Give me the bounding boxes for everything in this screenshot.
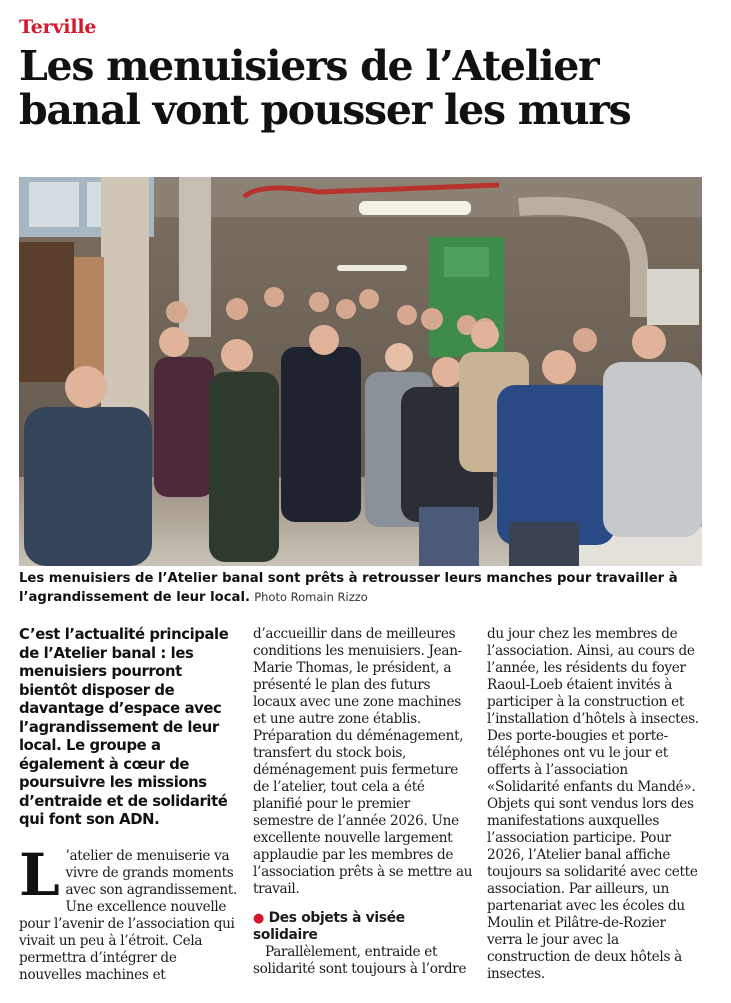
photo-caption [19, 570, 719, 607]
article-photo [19, 177, 702, 566]
caption-credit: Photo Romain Rizzo [254, 590, 368, 604]
drop-cap: L [19, 840, 60, 909]
workshop-group-photo [19, 177, 702, 566]
article-body-start [19, 840, 239, 984]
body-paragraph-2: d’accueillir dans de meilleures conditions les menuisiers. Jean-Marie Thomas, le président, a présenté le plan des futurs locaux avec une zone machines et une autre zone établis. Préparation du déménagement, transfert du stock bois, déménagement puis fermeture de l’atelier, tout cela a été planifié pour le premier semestre de l’année 2026. Une excellente nouvelle largement applaudie par les membres de l’association prêts à se mettre au travail. [253, 626, 473, 897]
article-column-3 [487, 626, 703, 983]
bullet-icon: ● [253, 911, 265, 926]
article-lead: C’est l’actualité principale de l’Atelier banal : les menuisiers pourront bientôt disposer de davantage d’espace avec l’agrandissement de leur local. Le groupe a également à cœur de poursuivre les missions d’entraide et de solidarité qui font son ADN. [19, 626, 229, 828]
article-headline: Les menuisiers de l’Atelier banal vont pousser les murs [19, 42, 631, 134]
body-paragraph-1: ’atelier de menuiserie va vivre de grands moments avec son agrandissement. Une excellence nouvelle pour l’avenir de l’association qui vivait un peu à l’étroit. Cela permettra d’intégrer de nouvelles machines et [19, 847, 237, 983]
article-column-1 [19, 626, 239, 984]
subhead-text: Des objets à visée solidaire [253, 910, 405, 943]
body-paragraph-4: du jour chez les membres de l’association. Ainsi, au cours de l’année, les résidents du foyer Raoul-Loeb étaient invités à participer à la construction et l’installation d’hôtels à insectes. Des porte-bougies et porte-téléphones ont vu le jour et offerts à l’association «Solidarité enfants du Mandé». Objets qui sont vendus lors des manifestations auxquelles l’association participe. Pour 2026, l’Atelier banal affiche toujours sa solidarité avec cette association. Par ailleurs, un partenariat avec les écoles du Moulin et Pilâtre-de-Rozier verra le jour avec la construction de deux hôtels à insectes. [487, 626, 699, 982]
section-kicker: Terville [19, 16, 97, 38]
article-subhead [253, 910, 473, 944]
caption-text: Les menuisiers de l’Atelier banal sont prêts à retrousser leurs manches pour travailler à l’agrandissement de leur local. [19, 571, 678, 605]
article-column-2 [253, 626, 473, 978]
body-paragraph-3: Parallèlement, entraide et solidarité sont toujours à l’ordre [253, 944, 467, 977]
